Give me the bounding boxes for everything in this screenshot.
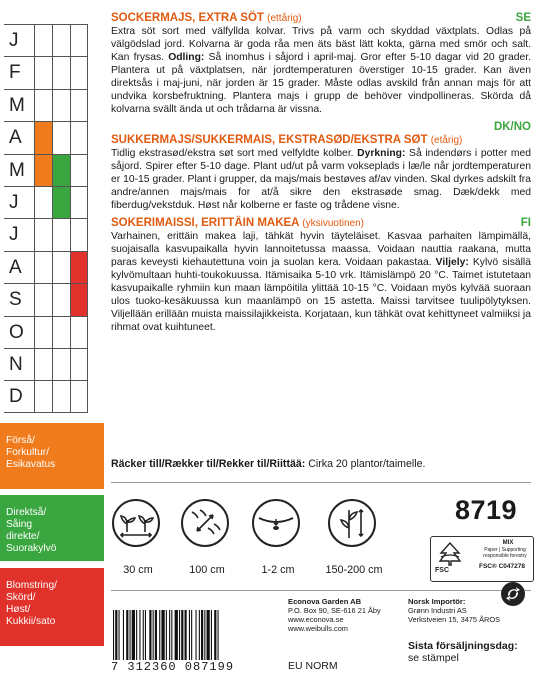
barcode-bar xyxy=(214,610,216,660)
month-letter: J xyxy=(9,191,19,213)
section-title: SOKERIMAISSI, ERITTÄIN MAKEA (yksivuotinen) xyxy=(111,217,364,229)
cal-cell xyxy=(34,90,52,121)
icon-label: 150-200 cm xyxy=(325,564,383,576)
section-body: Extra söt sort med välfyllda kolvar. Trivs på varm och skyddad växtplats. Odlas på välgödslad jord. Kolvarna är goda råa men äts bäst lätt kokta, gärna med smör och salt. Kan frysas. Odling: Så inomhus i såjord i april-maj. Gror efter 5-10 dagar vid 20 grader. Plantera ut på växtplatsen, när jordtemperaturen överstiger 10-15 grader. Kan även direktsås i maj-juni, när jorden är 15 grader. Måste odlas avskild från annan majs för att undvika korsbefruktning. Plantera majs i grupp de behöver vindpollineras. Skörda då kolvarna svällt ända ut och trådarna är vissna. xyxy=(111,26,531,115)
barcode-bar xyxy=(126,610,128,660)
cal-cell xyxy=(70,155,88,186)
direct-sow-cell xyxy=(52,155,70,186)
calendar-row-may xyxy=(4,154,88,186)
cal-cell xyxy=(34,187,52,218)
legend-line: Förså/ xyxy=(6,435,35,446)
section-danish-norwegian xyxy=(111,121,531,212)
calendar-row-sep xyxy=(4,283,88,315)
barcode-bar xyxy=(171,610,172,660)
cal-cell xyxy=(70,349,88,380)
fsc-mix: MIX xyxy=(502,540,514,546)
recycle-icon xyxy=(500,581,526,607)
month-letter: A xyxy=(9,256,22,278)
barcode-bar xyxy=(139,610,140,660)
cal-cell xyxy=(52,349,70,380)
cal-cell xyxy=(70,219,88,250)
cal-cell xyxy=(52,317,70,348)
month-letter: M xyxy=(9,94,25,116)
flowering-cell xyxy=(70,252,88,283)
barcode-bar xyxy=(199,610,200,660)
cal-cell xyxy=(52,381,70,411)
legend-line: direkte/ xyxy=(6,531,40,542)
company-info: Econova Garden AB P.O. Box 90, SE-616 21 Åby www.econova.se www.weibulls.com xyxy=(288,597,381,633)
calendar-row-oct xyxy=(4,316,88,348)
barcode xyxy=(111,610,283,660)
cal-cell xyxy=(34,284,52,315)
fsc-license: FSC® C047278 xyxy=(479,563,525,570)
cal-cell xyxy=(34,381,52,411)
icon-label: 100 cm xyxy=(189,564,225,576)
product-code: 8719 xyxy=(455,495,518,525)
barcode-bar xyxy=(155,610,157,660)
language-code: FI xyxy=(520,217,531,229)
fsc-tree-icon xyxy=(437,541,463,567)
barcode-bar xyxy=(123,610,124,660)
sowing-calendar xyxy=(4,24,88,413)
cal-cell xyxy=(34,57,52,88)
cal-cell xyxy=(70,381,88,411)
description-column xyxy=(111,12,531,339)
cal-cell xyxy=(52,57,70,88)
yield-note: Räcker till/Rækker til/Rekker til/Riittää: Cirka 20 plantor/taimelle. xyxy=(111,458,426,470)
legend-line: Blomstring/ xyxy=(6,580,57,591)
barcode-bar xyxy=(189,610,190,660)
section-swedish xyxy=(111,12,531,116)
barcode-bar xyxy=(179,610,180,660)
plant-spacing-icon xyxy=(111,498,161,548)
barcode-bar xyxy=(169,610,170,660)
barcode-bar xyxy=(196,610,197,660)
calendar-row-dec xyxy=(4,380,88,412)
sow-indoors-cell xyxy=(34,155,52,186)
plant-height-icon xyxy=(327,498,377,548)
barcode-bar xyxy=(113,610,114,660)
calendar-row-jan xyxy=(4,24,88,56)
calendar-row-jun xyxy=(4,186,88,218)
icon-label: 30 cm xyxy=(123,564,153,576)
barcode-number: 7 312360 087199 xyxy=(111,660,235,674)
barcode-bar xyxy=(166,610,167,660)
cal-cell xyxy=(34,317,52,348)
barcode-bar xyxy=(201,610,203,660)
calendar-row-feb xyxy=(4,56,88,88)
last-sale-date: Sista försäljningsdag: se stämpel xyxy=(408,640,518,664)
language-code: DK/NO xyxy=(493,121,531,133)
legend-line: Suorakylvö xyxy=(6,543,57,554)
month-letter: N xyxy=(9,353,23,375)
flowering-cell xyxy=(70,284,88,315)
cal-cell xyxy=(52,90,70,121)
calendar-row-jul xyxy=(4,218,88,250)
barcode-bar xyxy=(175,610,178,660)
month-letter: M xyxy=(9,159,25,181)
cal-cell xyxy=(52,122,70,153)
cal-cell xyxy=(34,219,52,250)
calendar-row-mar xyxy=(4,89,88,121)
month-letter: D xyxy=(9,386,23,408)
barcode-bar xyxy=(204,610,205,660)
barcode-bar xyxy=(153,610,154,660)
barcode-bar xyxy=(161,610,164,660)
legend-line: Skörd/ xyxy=(6,592,36,603)
legend-line: Kukkii/sato xyxy=(6,616,56,627)
sow-indoors-cell xyxy=(34,122,52,153)
cal-cell xyxy=(70,57,88,88)
calendar-row-aug xyxy=(4,251,88,283)
legend-line: Forkultur/ xyxy=(6,447,50,458)
cal-cell xyxy=(52,219,70,250)
barcode-bar xyxy=(181,610,183,660)
cal-cell xyxy=(52,284,70,315)
month-letter: J xyxy=(9,224,19,246)
eu-norm: EU NORM xyxy=(288,660,338,672)
icon-label: 1-2 cm xyxy=(261,564,295,576)
barcode-bar xyxy=(149,610,151,660)
fsc-text: Paper | Supporting responsible forestry xyxy=(483,547,527,559)
cal-cell xyxy=(70,317,88,348)
barcode-bar xyxy=(207,610,210,660)
calendar-row-nov xyxy=(4,348,88,380)
section-body: Varhainen, erittäin makea laji, tähkät hyvin täyteläiset. Kasvaa parhaiten lämpimällä, suojaisalla kasvupaikalla hyvin lannoitetussa maassa. Voidaan nauttia raakana, mutta paras keveysti kiehautettuna voin ja suolan kera. Voidaan pakastaa. Viljely: Kylvö sisällä kylvömultaan huhti-toukokuussa. Itämisaika 5-10 vrk. Itämislämpö 20 °C. Taimet istutetaan kasvupaikalle ryhmiin kun maan lämpöitila ylittää 10-15 °C. Voidaan myös kylvää suoraan ulos tuoko-kesäkuussa kun maanlämpö on 15 astetta. Maissi tarvitsee tuulipölytyksen. Viljellään erillään muista maissilajikkeista. Korjataan, kun tähkät ovat kehittyneet valmiiksi ja rihmat ovat kuihtuneet. xyxy=(111,231,531,333)
legend-line: Esikavatus xyxy=(6,459,56,470)
legend-line: Såing xyxy=(6,519,33,530)
fsc-label xyxy=(430,536,534,582)
barcode-bar xyxy=(136,610,137,660)
section-finnish xyxy=(111,217,531,334)
month-letter: O xyxy=(9,321,24,343)
legend-sow-indoors xyxy=(0,423,104,489)
cal-cell xyxy=(70,122,88,153)
section-body: Tidlig ekstrasød/ekstra søt sort med velfyldte kolber. Dyrkning: Så indendørs i potter med såjord. Spirer efter 5-10 dage. Plant ud/ut på varm vokseplads i læ/le når jordtemperaturen er 10-15 grader. Plant i grupper, da majs/mais bestøves af/av vinden. Skal dyrkes adskilt fra andre/annen majs/mais for at/å sikre den ekstrasøde smag. Dæk/dekk med fiberdug/vekstduk. Høst når kolberne er faste og trådene visne. xyxy=(111,148,531,211)
barcode-bar xyxy=(211,610,212,660)
legend-direct-sow xyxy=(0,495,104,561)
cal-cell xyxy=(70,25,88,56)
barcode-bar xyxy=(159,610,160,660)
cal-cell xyxy=(70,90,88,121)
barcode-bar xyxy=(143,610,144,660)
barcode-bar xyxy=(191,610,192,660)
barcode-bar xyxy=(130,610,131,660)
direct-sow-cell xyxy=(52,187,70,218)
barcode-bar xyxy=(132,610,135,660)
section-title: SOCKERMAJS, EXTRA SÖT (ettårig) xyxy=(111,12,302,24)
cal-cell xyxy=(52,25,70,56)
divider xyxy=(111,482,531,483)
cal-cell xyxy=(34,252,52,283)
legend-line: Direktså/ xyxy=(6,507,47,518)
month-letter: F xyxy=(9,62,21,84)
cal-cell xyxy=(34,349,52,380)
cal-cell xyxy=(52,252,70,283)
row-spacing-icon xyxy=(180,498,230,548)
calendar-row-apr xyxy=(4,121,88,153)
cal-cell xyxy=(70,187,88,218)
barcode-bar xyxy=(119,610,120,660)
fsc-logo: FSC xyxy=(435,567,449,574)
barcode-bar xyxy=(218,610,219,660)
sowing-depth-icon xyxy=(251,498,301,548)
barcode-bar xyxy=(145,610,146,660)
barcode-bar xyxy=(115,610,117,660)
divider xyxy=(111,590,531,591)
month-letter: A xyxy=(9,127,22,149)
legend-flowering xyxy=(0,568,104,646)
month-letter: J xyxy=(9,30,19,51)
month-letter: S xyxy=(9,289,22,311)
language-code: SE xyxy=(515,12,531,24)
barcode-bar xyxy=(185,610,187,660)
legend-line: Høst/ xyxy=(6,604,31,615)
cal-cell xyxy=(34,25,52,56)
section-title: SUKKERMAJS/SUKKERMAIS, EKSTRASØD/EKSTRA SØT (etårig) xyxy=(111,134,463,146)
importer-info: Norsk Importör: Grønn Industri AS Verkstveien 15, 3475 ÅROS xyxy=(408,597,501,624)
